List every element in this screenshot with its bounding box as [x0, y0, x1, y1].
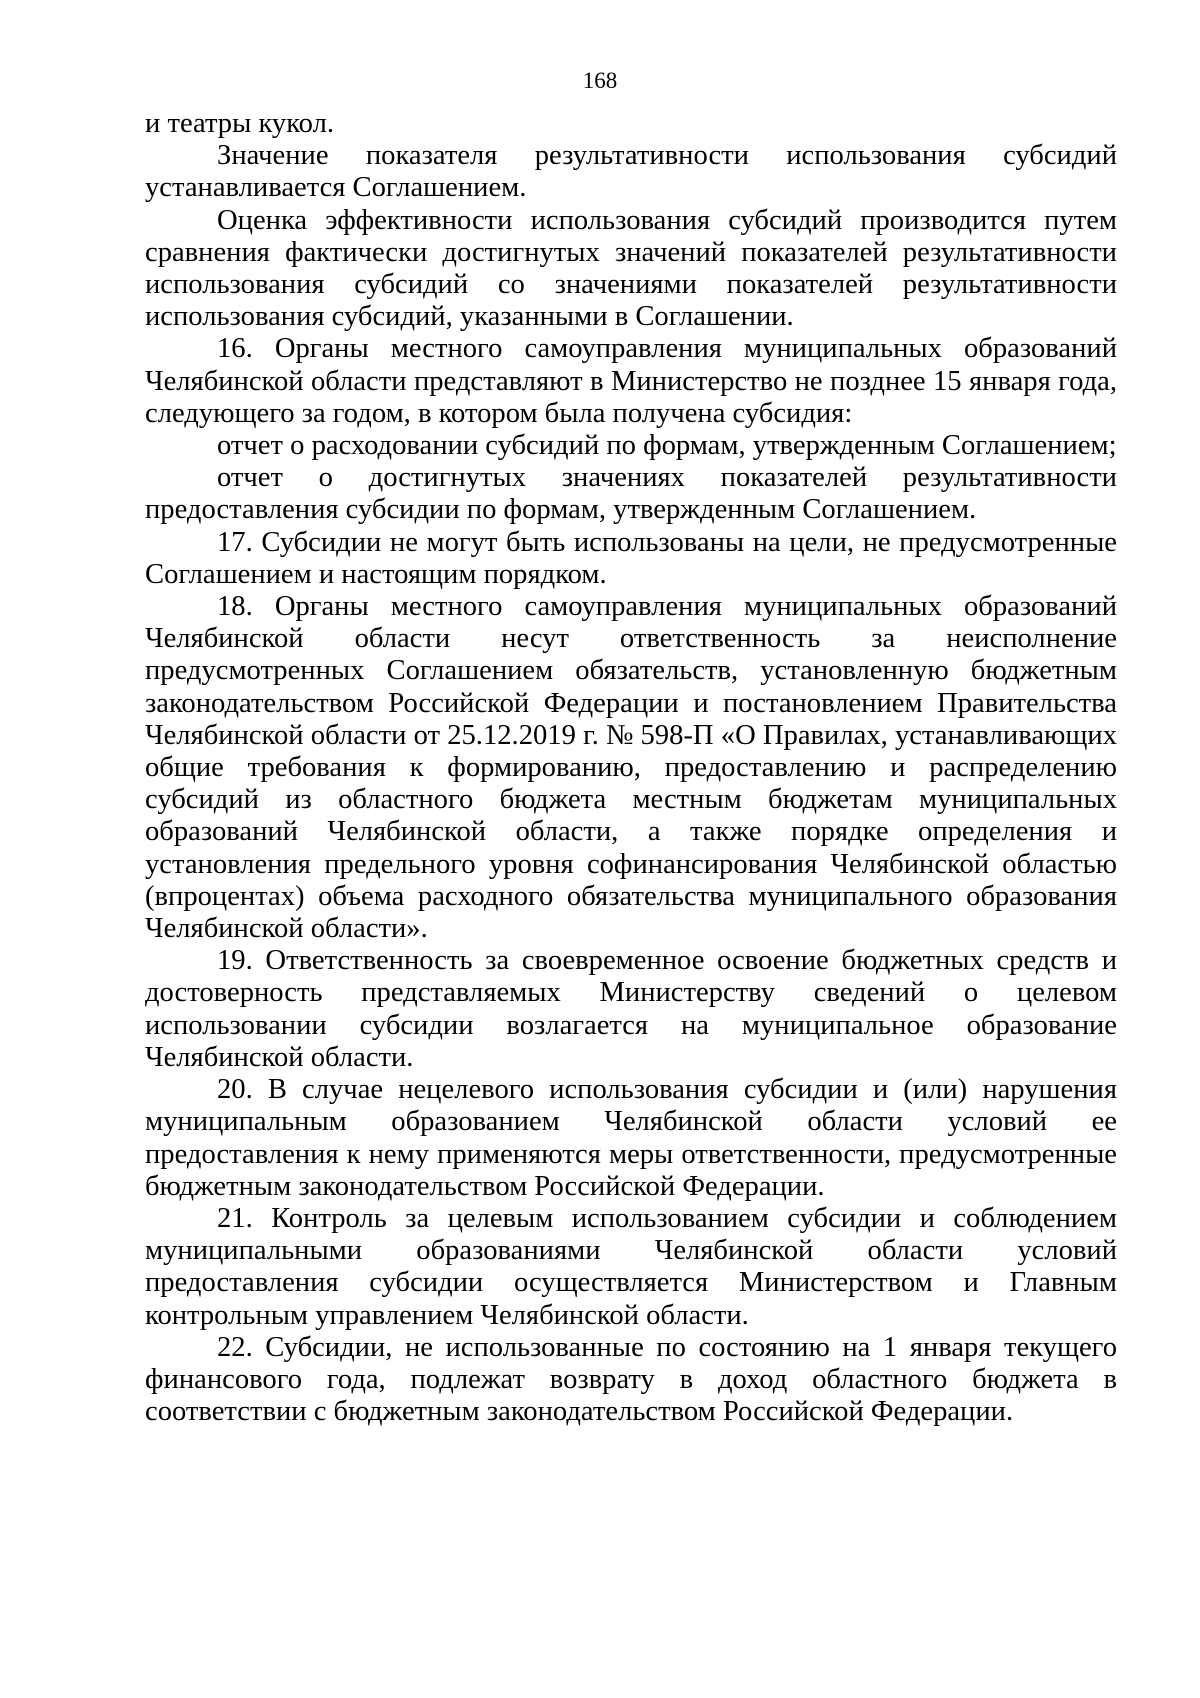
paragraph-efficiency-assessment: Оценка эффективности использования субсидий производится путем сравнения фактически достигнутых значений показателей результативности использования субсидий со значениями показателей результативности использования субсидий, указанными в Соглашении.	[145, 204, 1117, 333]
paragraph-item-17: 17. Субсидии не могут быть использованы на цели, не предусмотренные Соглашением и настоящим порядком.	[145, 526, 1117, 590]
paragraph-continuation: и театры кукол.	[145, 108, 335, 139]
page-number: 168	[582, 68, 618, 93]
paragraph-indicator-value: Значение показателя результативности использования субсидий устанавливается Соглашением.	[145, 140, 1117, 204]
paragraph-item-22: 22. Субсидии, не использованные по состоянию на 1 января текущего финансового года, подлежат возврату в доход областного бюджета в соответствии с бюджетным законодательством Российской Федерации.	[145, 1331, 1117, 1428]
paragraph-item-19: 19. Ответственность за своевременное освоение бюджетных средств и достоверность представляемых Министерству сведений о целевом использовании субсидии возлагается на муниципальное образование Челябинской области.	[145, 945, 1117, 1073]
paragraph-item-21: 21. Контроль за целевым использованием субсидии и соблюдением муниципальными образованиями Челябинской области условий предоставления субсидии осуществляется Министерством и Главным контрольным управлением Челябинской области.	[145, 1202, 1117, 1331]
paragraph-report-results: отчет о достигнутых значениях показателей результативности предоставления субсидии по формам, утвержденным Соглашением.	[145, 462, 1117, 526]
paragraph-item-18: 18. Органы местного самоуправления муниципальных образований Челябинской области несут ответственность за неисполнение предусмотренных Соглашением обязательств, установленную бюджетным законодательством Российской Федерации и постановлением Правительства Челябинской области от 25.12.2019 г. № 598-П «О Правилах, устанавливающих общие требования к формированию, предоставлению и распределению субсидий из областного бюджета местным бюджетам муниципальных образований Челябинской области, а также порядке определения и установления предельного уровня софинансирования Челябинской областью (впроцентах) объема расходного обязательства муниципального образования Челябинской области».	[145, 591, 1117, 945]
paragraph-item-16: 16. Органы местного самоуправления муниципальных образований Челябинской области представляют в Министерство не позднее 15 января года, следующего за годом, в котором была получена субсидия:	[145, 333, 1117, 429]
document-body	[145, 108, 1117, 1428]
paragraph-report-expenditure: отчет о расходовании субсидий по формам, утвержденным Соглашением;	[217, 430, 1117, 462]
paragraph-item-20: 20. В случае нецелевого использования субсидии и (или) нарушения муниципальным образованием Челябинской области условий ее предоставления к нему применяются меры ответственности, предусмотренные бюджетным законодательством Российской Федерации.	[145, 1074, 1117, 1202]
